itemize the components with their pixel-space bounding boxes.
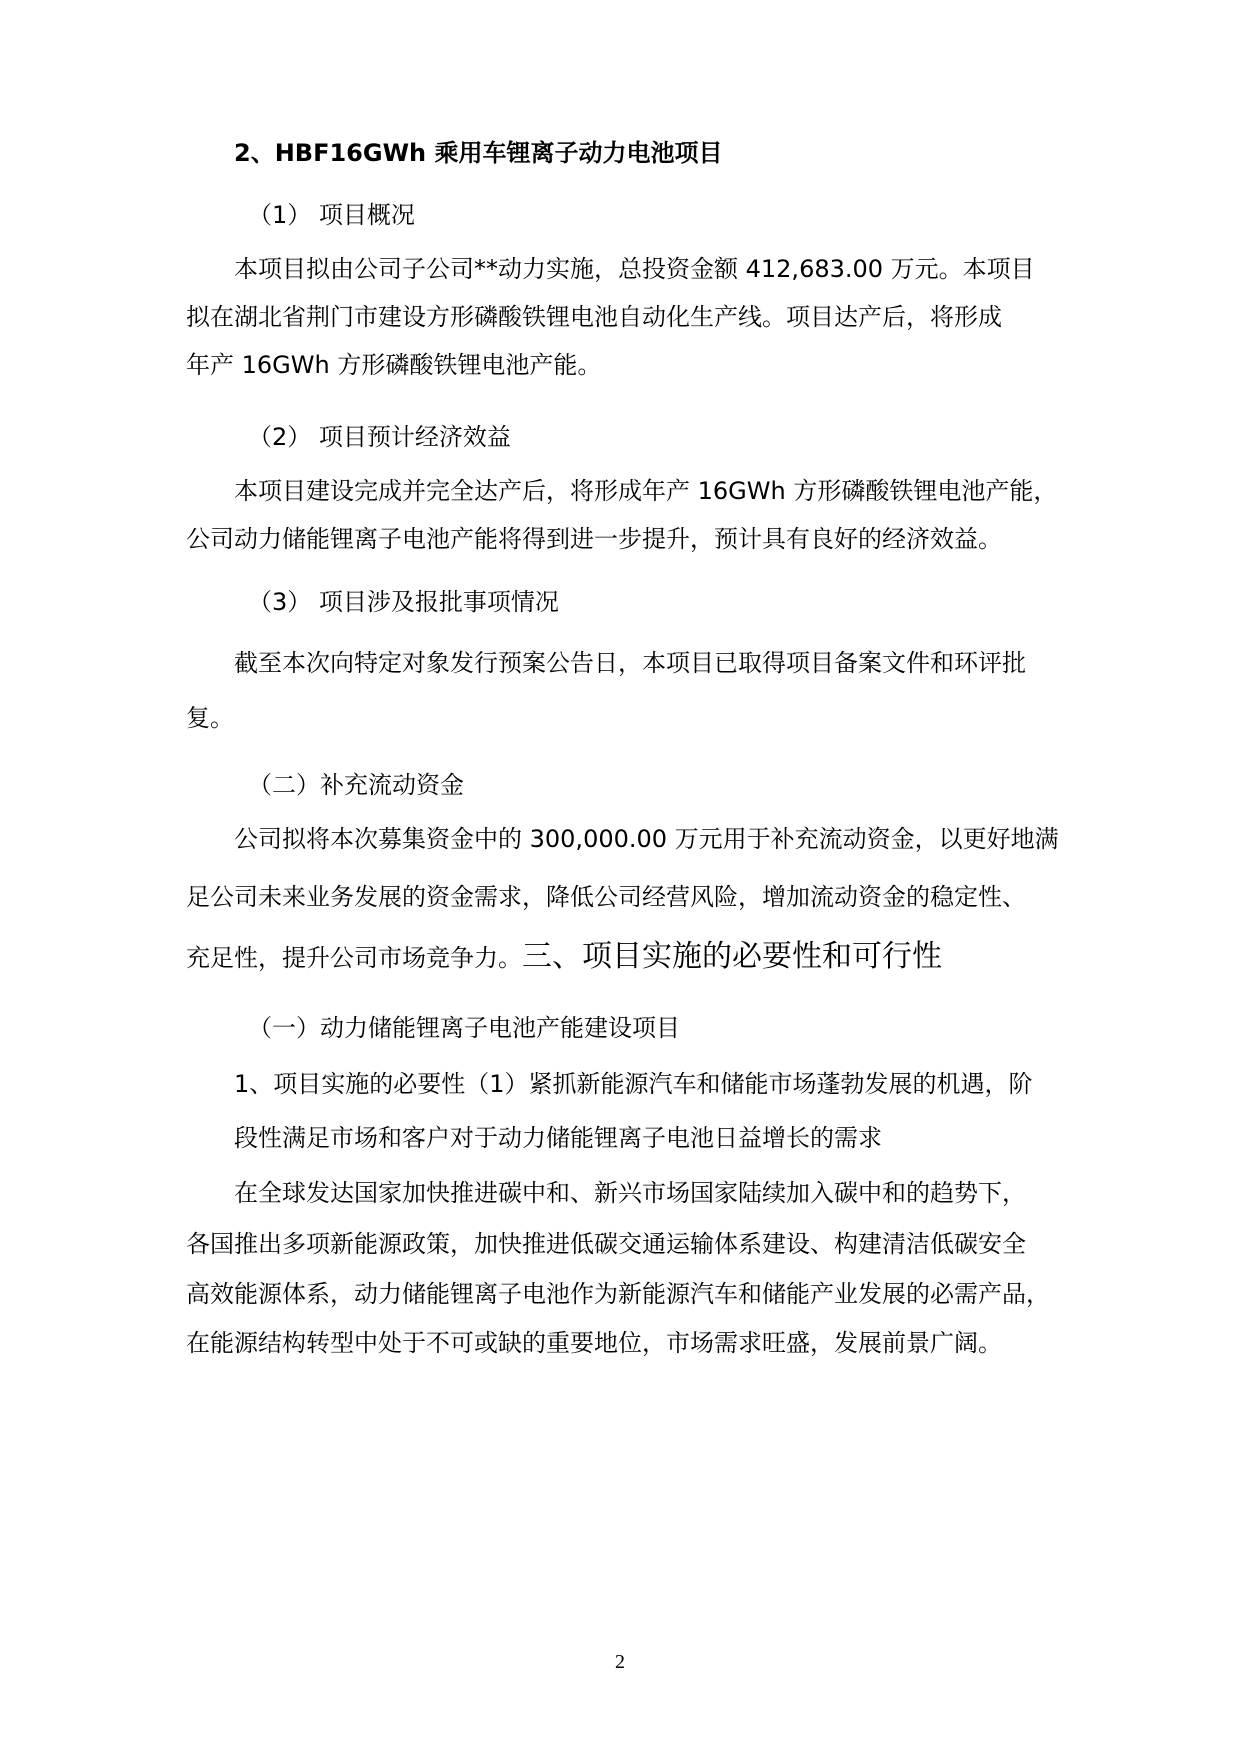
paragraph-line: 公司拟将本次募集资金中的 300,000.00 万元用于补充流动资金，以更好地满: [234, 825, 1059, 853]
paragraph-line: 年产 16GWh 方形磷酸铁锂电池产能。: [186, 351, 602, 379]
paragraph-line: 高效能源体系，动力储能锂离子电池作为新能源汽车和储能产业发展的必需产品，: [186, 1280, 1050, 1308]
paragraph-line: 足公司未来业务发展的资金需求，降低公司经营风险，增加流动资金的稳定性、: [186, 883, 1026, 911]
paragraph-line: 本项目拟由公司子公司**动力实施，总投资金额 412,683.00 万元。本项目: [234, 255, 1035, 283]
page-number: 2: [615, 1651, 625, 1673]
paragraph-line: 本项目建设完成并完全达产后，将形成年产 16GWh 方形磷酸铁锂电池产能，: [234, 477, 1058, 505]
paragraph-line: 复。: [186, 704, 234, 732]
subheading-approval-matters: （3） 项目涉及报批事项情况: [248, 588, 559, 616]
paragraph-line: 公司动力储能锂离子电池产能将得到进一步提升，预计具有良好的经济效益。: [186, 525, 1002, 553]
paragraph-line-with-heading: [186, 939, 942, 974]
section-heading-hbf16gwh: 2、HBF16GWh 乘用车锂离子动力电池项目: [234, 139, 723, 167]
heading-necessity-line: 段性满足市场和客户对于动力储能锂离子电池日益增长的需求: [234, 1124, 882, 1152]
heading-necessity-line: 1、项目实施的必要性（1）紧抓新能源汽车和储能市场蓬勃发展的机遇，阶: [234, 1070, 1033, 1098]
subheading-working-capital: （二）补充流动资金: [248, 771, 464, 799]
paragraph-line: 在全球发达国家加快推进碳中和、新兴市场国家陆续加入碳中和的趋势下，: [234, 1179, 1026, 1207]
paragraph-line: 在能源结构转型中处于不可或缺的重要地位，市场需求旺盛，发展前景广阔。: [186, 1329, 1002, 1357]
subheading-project-overview: （1） 项目概况: [248, 201, 415, 229]
paragraph-text: 充足性，提升公司市场竞争力。: [186, 944, 522, 972]
subheading-economic-benefit: （2） 项目预计经济效益: [248, 423, 511, 451]
section-heading-necessity-feasibility: 三、项目实施的必要性和可行性: [522, 939, 942, 974]
paragraph-line: 各国推出多项新能源政策，加快推进低碳交通运输体系建设、构建清洁低碳安全: [186, 1230, 1026, 1258]
paragraph-line: 截至本次向特定对象发行预案公告日，本项目已取得项目备案文件和环评批: [234, 649, 1026, 677]
paragraph-line: 拟在湖北省荆门市建设方形磷酸铁锂电池自动化生产线。项目达产后，将形成: [186, 303, 1002, 331]
subheading-capacity-project: （一）动力储能锂离子电池产能建设项目: [248, 1014, 680, 1042]
